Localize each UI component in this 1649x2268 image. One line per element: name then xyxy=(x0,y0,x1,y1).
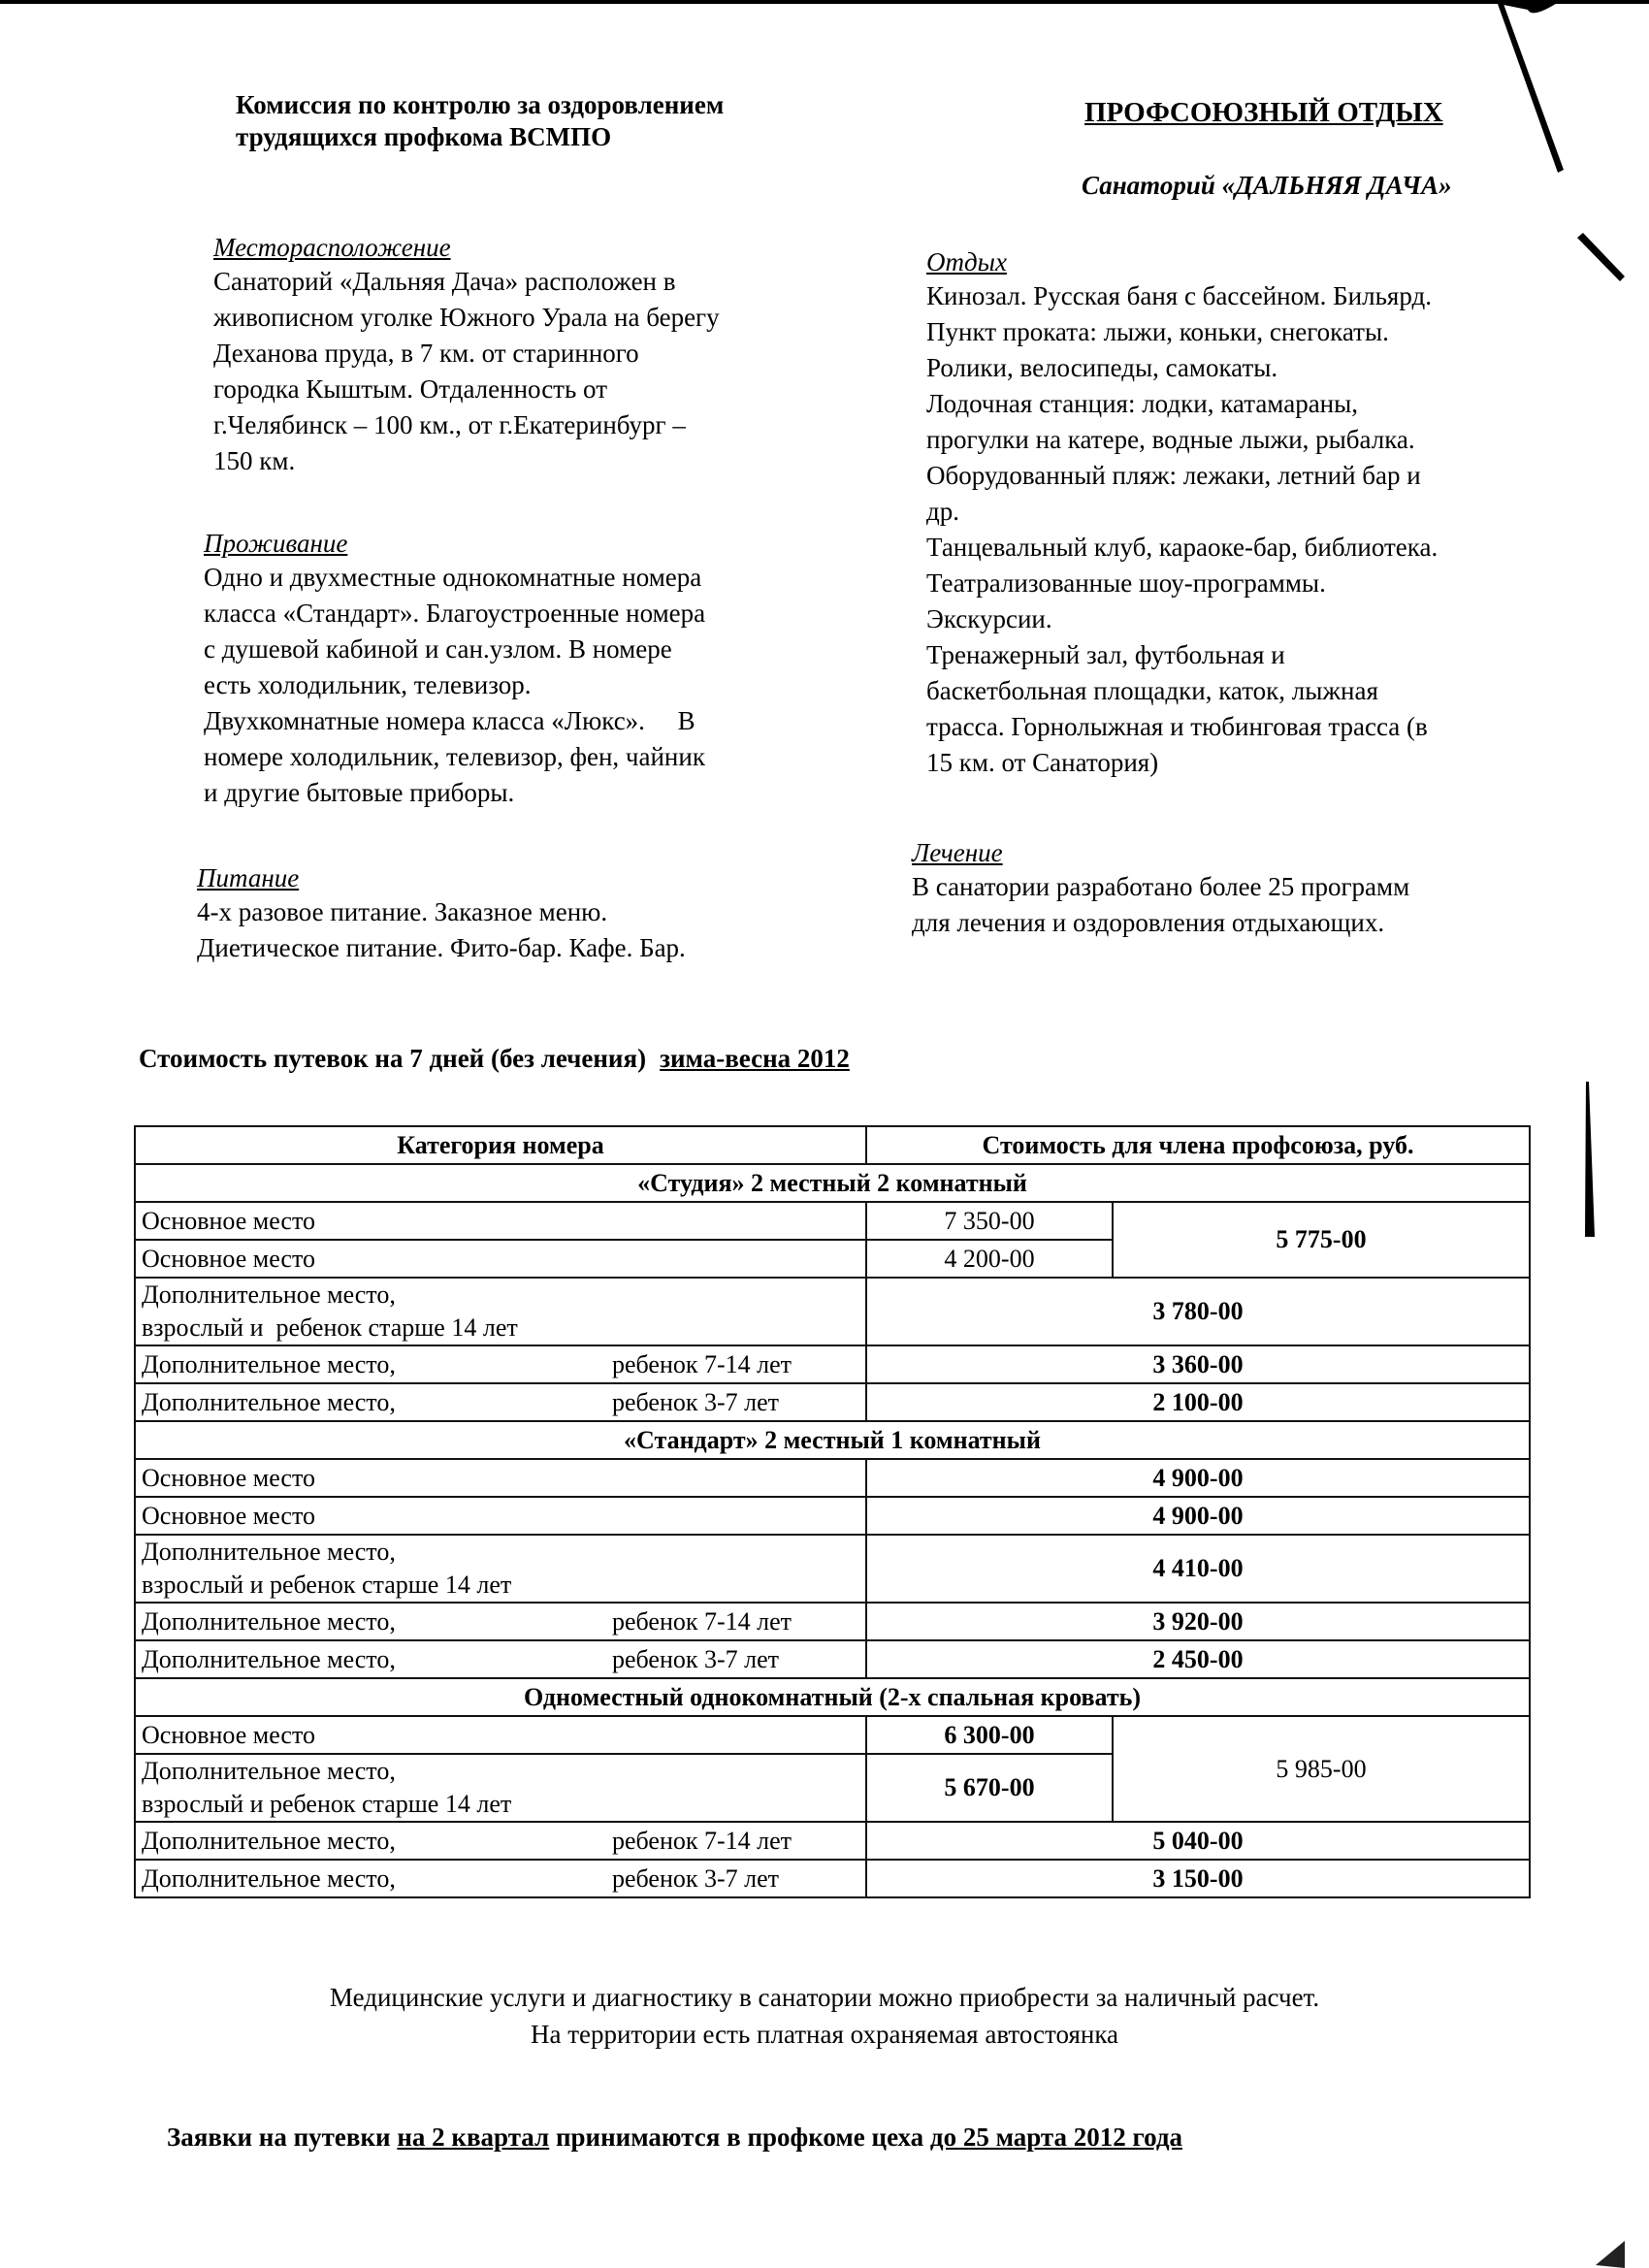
scan-artifact-icon xyxy=(1581,1082,1600,1247)
section-heading: Проживание xyxy=(204,529,348,558)
table-row: Дополнительное место, ребенок 3-7 лет 2 450-00 xyxy=(135,1640,1530,1678)
table-row: Дополнительное место, ребенок 3-7 лет 2 100-00 xyxy=(135,1383,1530,1421)
table-row: Дополнительное место, ребенок 7-14 лет 5 040-00 xyxy=(135,1822,1530,1860)
table-row: Основное место 4 900-00 xyxy=(135,1459,1530,1497)
table-row: Основное место 4 200-00 xyxy=(135,1240,1530,1278)
column-header-price: Стоимость для члена профсоюза, руб. xyxy=(866,1126,1530,1164)
application-deadline: Заявки на путевки на 2 квартал принимаются в профкоме цеха до 25 марта 2012 года xyxy=(167,2122,1182,2152)
table-row: Дополнительное место, взрослый и ребенок старше 14 лет 3 780-00 xyxy=(135,1278,1530,1345)
page-title: ПРОФСОЮЗНЫЙ ОТДЫХ xyxy=(1084,97,1443,128)
table-row: Основное место 7 350-00 5 775-00 xyxy=(135,1202,1530,1240)
section-leisure: Отдых Кинозал. Русская баня с бассейном. Бильярд. Пункт проката: лыжи, коньки, снегокаты. Ролики, велосипеды, самокаты. Лодочная станция: лодки, катамараны, прогулки на катере, водные лыжи, рыбалка. Оборудованный пляж: лежаки, летний бар и др. Танцевальный клуб, караоке-бар, библиотека. Театрализованные шоу-программы. Экскурсии. Тренажерный зал, футбольная и баскетбольная площадки, каток, лыжная трасса. Горнолыжная и тюбинговая трасса (в 15 км. от Санатория) xyxy=(926,247,1439,777)
section-accommodation: Проживание Одно и двухместные однокомнатные номера класса «Стандарт». Благоустроенные номера с душевой кабиной и сан.узлом. В номере есть холодильник, телевизор. Двухкомнатные номера класса «Люкс». В номере холодильник, телевизор, фен, чайник и другие бытовые приборы. xyxy=(204,529,706,807)
price-table xyxy=(134,1125,1531,1898)
organization-title: Комиссия по контролю за оздоровлением трудящихся профкома ВСМПО xyxy=(236,90,725,151)
section-heading: Отдых xyxy=(926,247,1007,276)
scan-edge xyxy=(0,0,1649,4)
table-row: Дополнительное место, ребенок 3-7 лет 3 150-00 xyxy=(135,1860,1530,1897)
scan-artifact-icon xyxy=(1455,0,1649,291)
table-row: Основное место 4 900-00 xyxy=(135,1497,1530,1535)
note-medical-services: Медицинские услуги и диагностику в санатории можно приобрести за наличный расчет. xyxy=(329,1983,1320,2012)
table-row: Дополнительное место, взрослый и ребенок старше 14 лет 4 410-00 xyxy=(135,1535,1530,1603)
table-row: Дополнительное место, взрослый и ребенок старше 14 лет 5 670-00 xyxy=(135,1754,1530,1822)
table-header xyxy=(135,1126,1530,1164)
note-parking: На территории есть платная охраняемая автостоянка xyxy=(530,2020,1119,2049)
section-heading: Месторасположение xyxy=(213,233,451,262)
table-row: Дополнительное место, ребенок 7-14 лет 3 920-00 xyxy=(135,1603,1530,1640)
section-treatment: Лечение В санатории разработано более 25 программ для лечения и оздоровления отдыхающих. xyxy=(912,838,1410,937)
section-heading: Питание xyxy=(197,863,300,892)
section-location: Месторасположение Санаторий «Дальняя Дача» расположен в живописном уголке Южного Урала на берегу Деханова пруда, в 7 км. от старинного городка Кыштым. Отдаленность от г.Челябинск – 100 км., от г.Екатеринбург – 150 км. xyxy=(213,233,720,475)
table-row: Дополнительное место, ребенок 7-14 лет 3 360-00 xyxy=(135,1345,1530,1383)
section-meals: Питание 4-х разовое питание. Заказное меню. Диетическое питание. Фито-бар. Кафе. Бар. xyxy=(197,863,686,962)
scan-artifact-icon xyxy=(1591,2221,1630,2268)
column-header-category: Категория номера xyxy=(135,1126,866,1164)
group-row: Одноместный однокомнатный (2-х спальная кровать) xyxy=(135,1678,1530,1716)
section-heading: Лечение xyxy=(912,838,1003,867)
sanatorium-name: Санаторий «ДАЛЬНЯЯ ДАЧА» xyxy=(1082,171,1452,200)
group-row: «Студия» 2 местный 2 комнатный xyxy=(135,1164,1530,1202)
season-label: зима-весна 2012 xyxy=(660,1044,850,1073)
price-table-title: Стоимость путевок на 7 дней (без лечения) зима-весна 2012 xyxy=(139,1044,850,1073)
table-row: Основное место 6 300-00 5 985-00 xyxy=(135,1716,1530,1754)
group-row: «Стандарт» 2 местный 1 комнатный xyxy=(135,1421,1530,1459)
